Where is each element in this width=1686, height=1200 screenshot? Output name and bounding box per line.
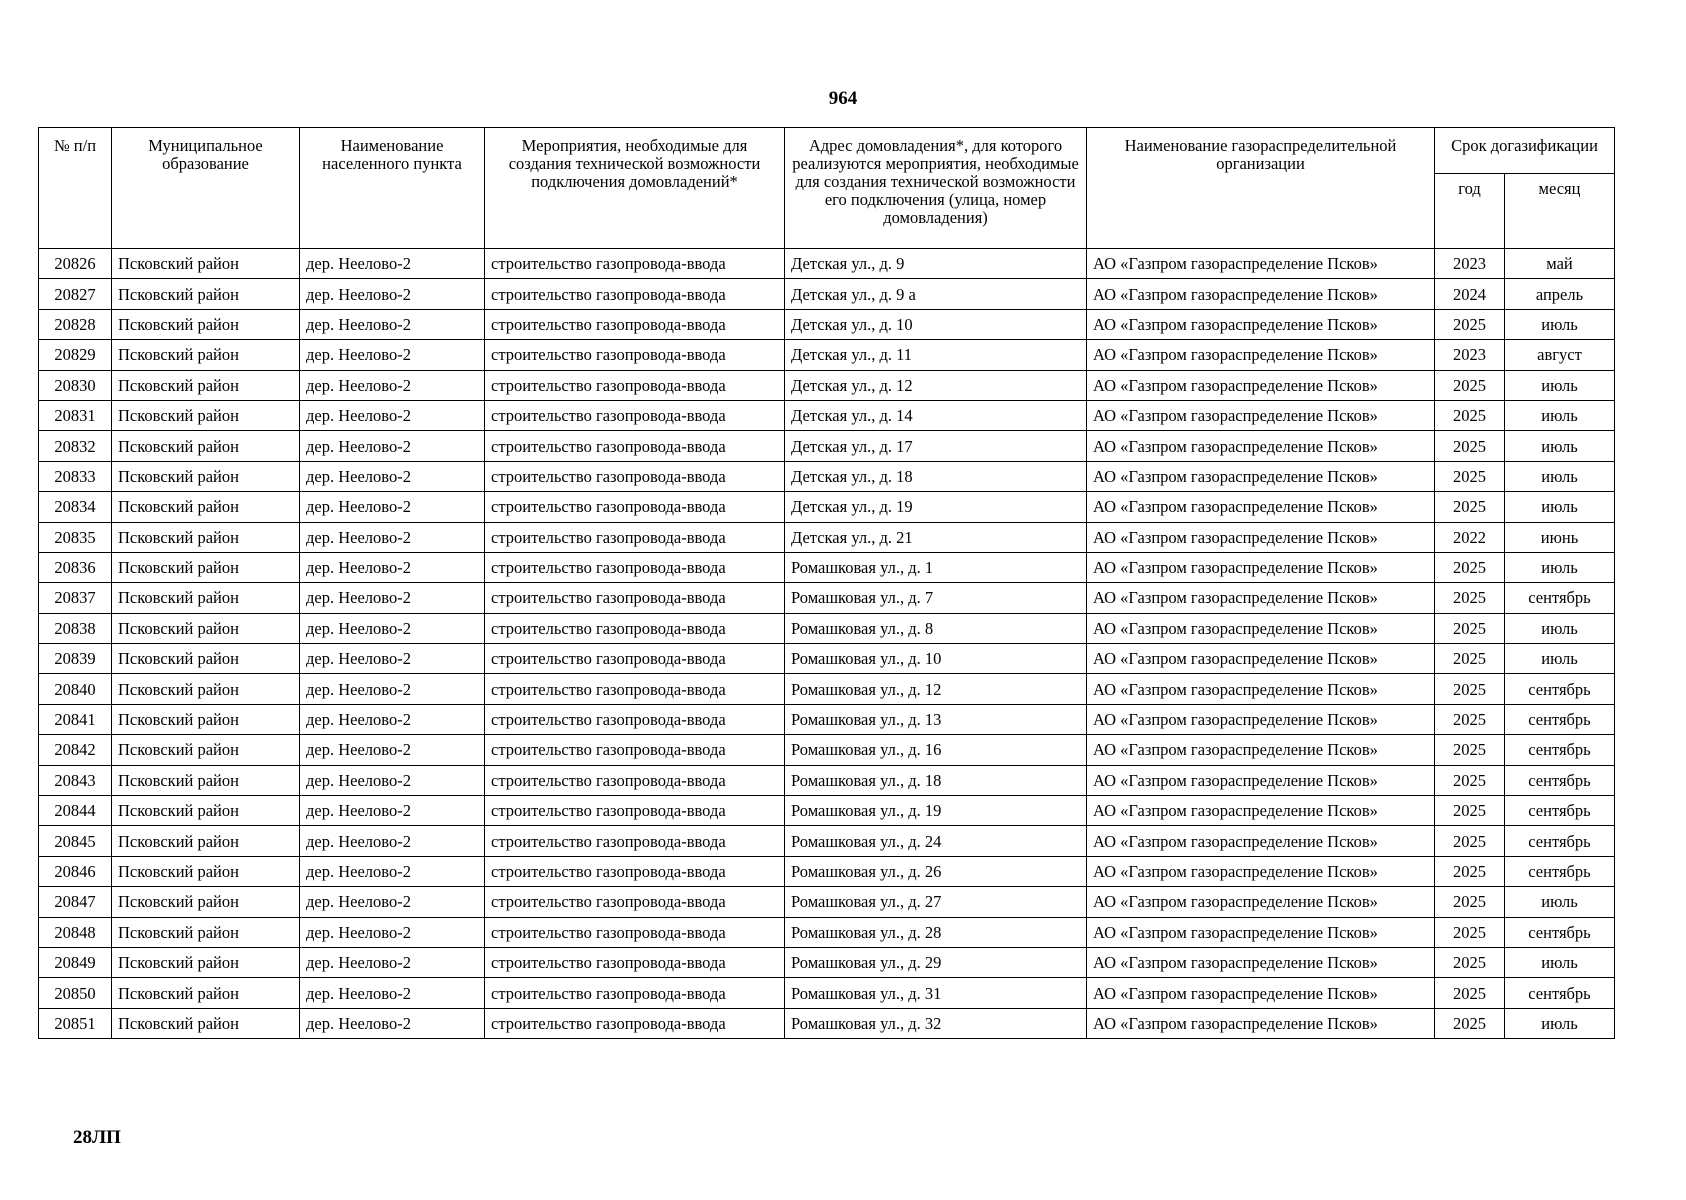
row-number: 20832: [39, 431, 112, 461]
month-cell: июль: [1505, 887, 1615, 917]
address-cell: Ромашковая ул., д. 29: [785, 947, 1087, 977]
row-number: 20846: [39, 856, 112, 886]
month-cell: май: [1505, 249, 1615, 279]
measure-cell: строительство газопровода-ввода: [485, 400, 785, 430]
year-cell: 2025: [1435, 735, 1505, 765]
measure-cell: строительство газопровода-ввода: [485, 765, 785, 795]
municipality-cell: Псковский район: [112, 583, 300, 613]
year-cell: 2023: [1435, 340, 1505, 370]
address-cell: Ромашковая ул., д. 27: [785, 887, 1087, 917]
table-row: [39, 796, 1615, 826]
organization-cell: АО «Газпром газораспределение Псков»: [1087, 370, 1435, 400]
table-row: [39, 340, 1615, 370]
measure-cell: строительство газопровода-ввода: [485, 826, 785, 856]
address-cell: Ромашковая ул., д. 28: [785, 917, 1087, 947]
row-number: 20847: [39, 887, 112, 917]
municipality-cell: Псковский район: [112, 613, 300, 643]
row-number: 20838: [39, 613, 112, 643]
address-cell: Ромашковая ул., д. 26: [785, 856, 1087, 886]
address-cell: Детская ул., д. 21: [785, 522, 1087, 552]
month-cell: сентябрь: [1505, 583, 1615, 613]
settlement-cell: дер. Неелово-2: [300, 826, 485, 856]
municipality-cell: Псковский район: [112, 340, 300, 370]
measure-cell: строительство газопровода-ввода: [485, 370, 785, 400]
settlement-cell: дер. Неелово-2: [300, 887, 485, 917]
organization-cell: АО «Газпром газораспределение Псков»: [1087, 340, 1435, 370]
municipality-cell: Псковский район: [112, 309, 300, 339]
measure-cell: строительство газопровода-ввода: [485, 917, 785, 947]
address-cell: Ромашковая ул., д. 31: [785, 978, 1087, 1008]
table-row: [39, 583, 1615, 613]
settlement-cell: дер. Неелово-2: [300, 674, 485, 704]
municipality-cell: Псковский район: [112, 522, 300, 552]
table-row: [39, 856, 1615, 886]
table-row: [39, 461, 1615, 491]
row-number: 20829: [39, 340, 112, 370]
table-row: [39, 309, 1615, 339]
address-cell: Ромашковая ул., д. 10: [785, 644, 1087, 674]
row-number: 20851: [39, 1008, 112, 1038]
month-cell: июль: [1505, 552, 1615, 582]
municipality-cell: Псковский район: [112, 249, 300, 279]
year-cell: 2025: [1435, 796, 1505, 826]
measure-cell: строительство газопровода-ввода: [485, 309, 785, 339]
settlement-cell: дер. Неелово-2: [300, 947, 485, 977]
row-number: 20827: [39, 279, 112, 309]
measure-cell: строительство газопровода-ввода: [485, 978, 785, 1008]
month-cell: август: [1505, 340, 1615, 370]
year-cell: 2025: [1435, 583, 1505, 613]
table-row: [39, 947, 1615, 977]
settlement-cell: дер. Неелово-2: [300, 309, 485, 339]
organization-cell: АО «Газпром газораспределение Псков»: [1087, 309, 1435, 339]
table-row: [39, 674, 1615, 704]
table-row: [39, 552, 1615, 582]
year-cell: 2025: [1435, 704, 1505, 734]
settlement-cell: дер. Неелово-2: [300, 492, 485, 522]
municipality-cell: Псковский район: [112, 492, 300, 522]
table-row: [39, 522, 1615, 552]
settlement-cell: дер. Неелово-2: [300, 796, 485, 826]
municipality-cell: Псковский район: [112, 552, 300, 582]
page-number: 964: [828, 88, 858, 109]
organization-cell: АО «Газпром газораспределение Псков»: [1087, 735, 1435, 765]
measure-cell: строительство газопровода-ввода: [485, 947, 785, 977]
municipality-cell: Псковский район: [112, 400, 300, 430]
row-number: 20843: [39, 765, 112, 795]
year-cell: 2025: [1435, 309, 1505, 339]
table-row: [39, 735, 1615, 765]
month-cell: сентябрь: [1505, 765, 1615, 795]
month-cell: июль: [1505, 644, 1615, 674]
year-cell: 2025: [1435, 947, 1505, 977]
month-cell: сентябрь: [1505, 978, 1615, 1008]
row-number: 20842: [39, 735, 112, 765]
month-cell: июль: [1505, 400, 1615, 430]
organization-cell: АО «Газпром газораспределение Псков»: [1087, 765, 1435, 795]
organization-cell: АО «Газпром газораспределение Псков»: [1087, 856, 1435, 886]
organization-cell: АО «Газпром газораспределение Псков»: [1087, 644, 1435, 674]
header-municipality: Муниципальное образование: [112, 128, 300, 249]
organization-cell: АО «Газпром газораспределение Псков»: [1087, 613, 1435, 643]
row-number: 20839: [39, 644, 112, 674]
measure-cell: строительство газопровода-ввода: [485, 613, 785, 643]
address-cell: Детская ул., д. 11: [785, 340, 1087, 370]
address-cell: Ромашковая ул., д. 24: [785, 826, 1087, 856]
row-number: 20840: [39, 674, 112, 704]
table-row: [39, 249, 1615, 279]
municipality-cell: Псковский район: [112, 704, 300, 734]
municipality-cell: Псковский район: [112, 765, 300, 795]
measure-cell: строительство газопровода-ввода: [485, 249, 785, 279]
organization-cell: АО «Газпром газораспределение Псков»: [1087, 796, 1435, 826]
municipality-cell: Псковский район: [112, 370, 300, 400]
year-cell: 2025: [1435, 917, 1505, 947]
address-cell: Детская ул., д. 12: [785, 370, 1087, 400]
municipality-cell: Псковский район: [112, 856, 300, 886]
table-row: [39, 644, 1615, 674]
header-settlement: Наименование населенного пункта: [300, 128, 485, 249]
measure-cell: строительство газопровода-ввода: [485, 887, 785, 917]
table-row: [39, 431, 1615, 461]
settlement-cell: дер. Неелово-2: [300, 340, 485, 370]
table-row: [39, 887, 1615, 917]
settlement-cell: дер. Неелово-2: [300, 917, 485, 947]
settlement-cell: дер. Неелово-2: [300, 431, 485, 461]
table-row: [39, 765, 1615, 795]
municipality-cell: Псковский район: [112, 947, 300, 977]
month-cell: апрель: [1505, 279, 1615, 309]
row-number: 20849: [39, 947, 112, 977]
settlement-cell: дер. Неелово-2: [300, 735, 485, 765]
measure-cell: строительство газопровода-ввода: [485, 674, 785, 704]
year-cell: 2025: [1435, 400, 1505, 430]
municipality-cell: Псковский район: [112, 735, 300, 765]
year-cell: 2025: [1435, 856, 1505, 886]
year-cell: 2025: [1435, 826, 1505, 856]
measure-cell: строительство газопровода-ввода: [485, 735, 785, 765]
municipality-cell: Псковский район: [112, 1008, 300, 1038]
measure-cell: строительство газопровода-ввода: [485, 552, 785, 582]
month-cell: июль: [1505, 613, 1615, 643]
measure-cell: строительство газопровода-ввода: [485, 644, 785, 674]
table-row: [39, 279, 1615, 309]
organization-cell: АО «Газпром газораспределение Псков»: [1087, 947, 1435, 977]
settlement-cell: дер. Неелово-2: [300, 279, 485, 309]
table-row: [39, 1008, 1615, 1038]
table-body: [39, 249, 1615, 1039]
organization-cell: АО «Газпром газораспределение Псков»: [1087, 674, 1435, 704]
address-cell: Детская ул., д. 10: [785, 309, 1087, 339]
month-cell: июль: [1505, 947, 1615, 977]
measure-cell: строительство газопровода-ввода: [485, 856, 785, 886]
address-cell: Детская ул., д. 18: [785, 461, 1087, 491]
organization-cell: АО «Газпром газораспределение Псков»: [1087, 279, 1435, 309]
month-cell: июль: [1505, 370, 1615, 400]
address-cell: Ромашковая ул., д. 1: [785, 552, 1087, 582]
year-cell: 2025: [1435, 492, 1505, 522]
settlement-cell: дер. Неелово-2: [300, 1008, 485, 1038]
header-num: № п/п: [39, 128, 112, 249]
year-cell: 2025: [1435, 461, 1505, 491]
settlement-cell: дер. Неелово-2: [300, 400, 485, 430]
footer-code: 28ЛП: [73, 1127, 121, 1148]
address-cell: Ромашковая ул., д. 12: [785, 674, 1087, 704]
month-cell: сентябрь: [1505, 704, 1615, 734]
measure-cell: строительство газопровода-ввода: [485, 796, 785, 826]
settlement-cell: дер. Неелово-2: [300, 704, 485, 734]
municipality-cell: Псковский район: [112, 431, 300, 461]
settlement-cell: дер. Неелово-2: [300, 552, 485, 582]
table-row: [39, 917, 1615, 947]
address-cell: Детская ул., д. 9: [785, 249, 1087, 279]
header-month: месяц: [1505, 174, 1615, 249]
row-number: 20826: [39, 249, 112, 279]
header-address: Адрес домовладения*, для которого реализуются мероприятия, необходимые для создания технической возможности его подключения (улица, номер домовладения): [785, 128, 1087, 249]
municipality-cell: Псковский район: [112, 887, 300, 917]
row-number: 20841: [39, 704, 112, 734]
year-cell: 2025: [1435, 552, 1505, 582]
organization-cell: АО «Газпром газораспределение Псков»: [1087, 1008, 1435, 1038]
year-cell: 2024: [1435, 279, 1505, 309]
table-row: [39, 400, 1615, 430]
month-cell: июль: [1505, 309, 1615, 339]
month-cell: сентябрь: [1505, 856, 1615, 886]
address-cell: Детская ул., д. 14: [785, 400, 1087, 430]
row-number: 20844: [39, 796, 112, 826]
table-row: [39, 826, 1615, 856]
month-cell: сентябрь: [1505, 735, 1615, 765]
settlement-cell: дер. Неелово-2: [300, 522, 485, 552]
month-cell: сентябрь: [1505, 826, 1615, 856]
organization-cell: АО «Газпром газораспределение Псков»: [1087, 887, 1435, 917]
row-number: 20831: [39, 400, 112, 430]
row-number: 20833: [39, 461, 112, 491]
organization-cell: АО «Газпром газораспределение Псков»: [1087, 492, 1435, 522]
measure-cell: строительство газопровода-ввода: [485, 522, 785, 552]
organization-cell: АО «Газпром газораспределение Псков»: [1087, 522, 1435, 552]
municipality-cell: Псковский район: [112, 644, 300, 674]
municipality-cell: Псковский район: [112, 978, 300, 1008]
month-cell: сентябрь: [1505, 674, 1615, 704]
year-cell: 2025: [1435, 887, 1505, 917]
organization-cell: АО «Газпром газораспределение Псков»: [1087, 583, 1435, 613]
month-cell: июль: [1505, 431, 1615, 461]
year-cell: 2025: [1435, 370, 1505, 400]
settlement-cell: дер. Неелово-2: [300, 583, 485, 613]
measure-cell: строительство газопровода-ввода: [485, 583, 785, 613]
municipality-cell: Псковский район: [112, 279, 300, 309]
municipality-cell: Псковский район: [112, 826, 300, 856]
year-cell: 2025: [1435, 978, 1505, 1008]
year-cell: 2022: [1435, 522, 1505, 552]
header-measures: Мероприятия, необходимые для создания технической возможности подключения домовладений*: [485, 128, 785, 249]
month-cell: июль: [1505, 1008, 1615, 1038]
table-row: [39, 492, 1615, 522]
address-cell: Детская ул., д. 19: [785, 492, 1087, 522]
address-cell: Детская ул., д. 17: [785, 431, 1087, 461]
row-number: 20850: [39, 978, 112, 1008]
settlement-cell: дер. Неелово-2: [300, 613, 485, 643]
measure-cell: строительство газопровода-ввода: [485, 704, 785, 734]
row-number: 20834: [39, 492, 112, 522]
year-cell: 2023: [1435, 249, 1505, 279]
table-row: [39, 978, 1615, 1008]
organization-cell: АО «Газпром газораспределение Псков»: [1087, 249, 1435, 279]
header-organization: Наименование газораспределительной организации: [1087, 128, 1435, 249]
table-row: [39, 370, 1615, 400]
year-cell: 2025: [1435, 765, 1505, 795]
measure-cell: строительство газопровода-ввода: [485, 1008, 785, 1038]
organization-cell: АО «Газпром газораспределение Псков»: [1087, 400, 1435, 430]
address-cell: Ромашковая ул., д. 16: [785, 735, 1087, 765]
table-row: [39, 613, 1615, 643]
year-cell: 2025: [1435, 431, 1505, 461]
month-cell: июль: [1505, 492, 1615, 522]
year-cell: 2025: [1435, 674, 1505, 704]
settlement-cell: дер. Неелово-2: [300, 461, 485, 491]
address-cell: Ромашковая ул., д. 19: [785, 796, 1087, 826]
settlement-cell: дер. Неелово-2: [300, 765, 485, 795]
settlement-cell: дер. Неелово-2: [300, 856, 485, 886]
year-cell: 2025: [1435, 613, 1505, 643]
settlement-cell: дер. Неелово-2: [300, 644, 485, 674]
organization-cell: АО «Газпром газораспределение Псков»: [1087, 978, 1435, 1008]
table-row: [39, 704, 1615, 734]
organization-cell: АО «Газпром газораспределение Псков»: [1087, 431, 1435, 461]
header-year: год: [1435, 174, 1505, 249]
organization-cell: АО «Газпром газораспределение Псков»: [1087, 704, 1435, 734]
month-cell: июль: [1505, 461, 1615, 491]
address-cell: Ромашковая ул., д. 32: [785, 1008, 1087, 1038]
address-cell: Ромашковая ул., д. 8: [785, 613, 1087, 643]
address-cell: Детская ул., д. 9 а: [785, 279, 1087, 309]
year-cell: 2025: [1435, 644, 1505, 674]
row-number: 20836: [39, 552, 112, 582]
row-number: 20837: [39, 583, 112, 613]
row-number: 20835: [39, 522, 112, 552]
organization-cell: АО «Газпром газораспределение Псков»: [1087, 826, 1435, 856]
year-cell: 2025: [1435, 1008, 1505, 1038]
settlement-cell: дер. Неелово-2: [300, 978, 485, 1008]
measure-cell: строительство газопровода-ввода: [485, 492, 785, 522]
organization-cell: АО «Газпром газораспределение Псков»: [1087, 461, 1435, 491]
settlement-cell: дер. Неелово-2: [300, 370, 485, 400]
municipality-cell: Псковский район: [112, 674, 300, 704]
municipality-cell: Псковский район: [112, 917, 300, 947]
table-header: [39, 128, 1615, 249]
address-cell: Ромашковая ул., д. 7: [785, 583, 1087, 613]
measure-cell: строительство газопровода-ввода: [485, 431, 785, 461]
municipality-cell: Псковский район: [112, 461, 300, 491]
measure-cell: строительство газопровода-ввода: [485, 461, 785, 491]
row-number: 20828: [39, 309, 112, 339]
measure-cell: строительство газопровода-ввода: [485, 279, 785, 309]
address-cell: Ромашковая ул., д. 13: [785, 704, 1087, 734]
month-cell: сентябрь: [1505, 796, 1615, 826]
organization-cell: АО «Газпром газораспределение Псков»: [1087, 552, 1435, 582]
month-cell: сентябрь: [1505, 917, 1615, 947]
row-number: 20848: [39, 917, 112, 947]
settlement-cell: дер. Неелово-2: [300, 249, 485, 279]
row-number: 20830: [39, 370, 112, 400]
address-cell: Ромашковая ул., д. 18: [785, 765, 1087, 795]
header-deadline: Срок догазификации: [1435, 128, 1615, 174]
measure-cell: строительство газопровода-ввода: [485, 340, 785, 370]
row-number: 20845: [39, 826, 112, 856]
gasification-table: [38, 127, 1615, 1039]
municipality-cell: Псковский район: [112, 796, 300, 826]
organization-cell: АО «Газпром газораспределение Псков»: [1087, 917, 1435, 947]
month-cell: июнь: [1505, 522, 1615, 552]
